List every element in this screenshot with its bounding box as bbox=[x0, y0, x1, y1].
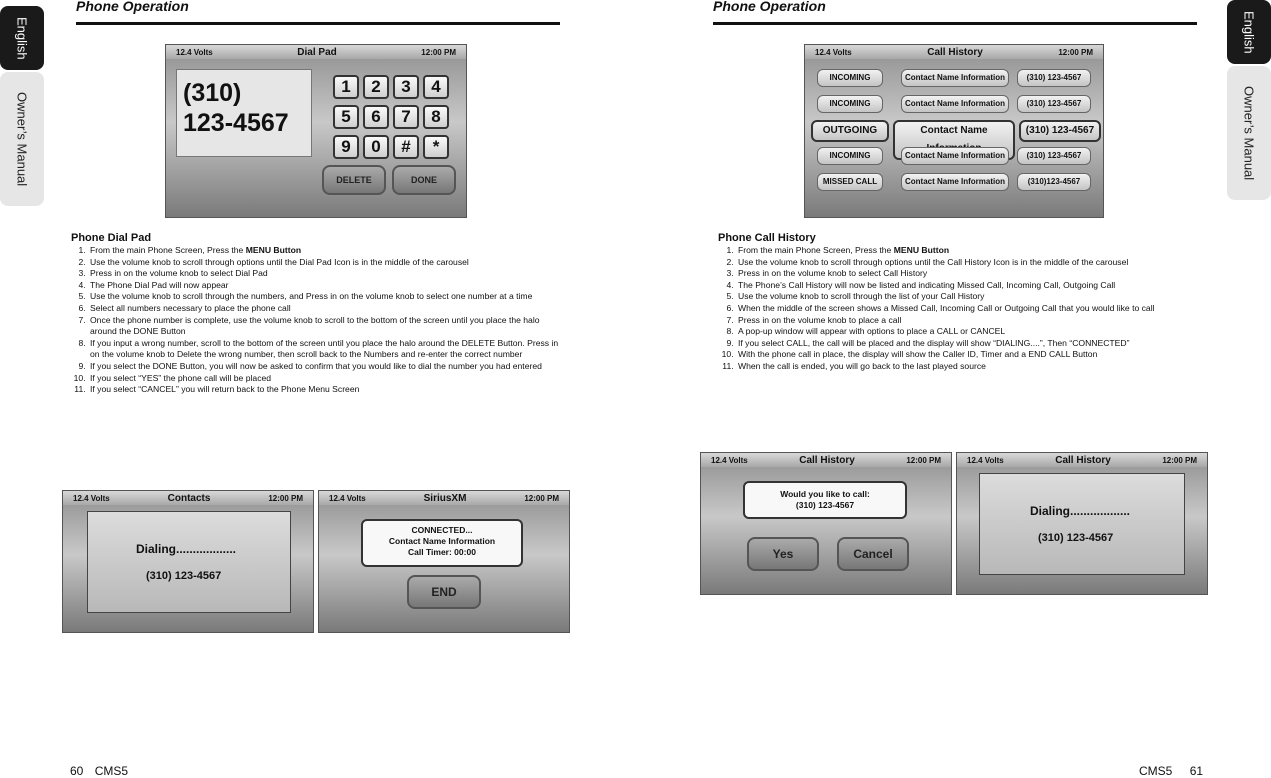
step-text: If you input a wrong number, scroll to the bottom of the screen until you place the halo around the DELETE Button. Press in on the volume knob to Delete the wrong number, then scroll back to the Numbers and re-enter the correct number bbox=[90, 337, 559, 360]
step-text: Select all numbers necessary to place the phone call bbox=[90, 302, 291, 313]
connected-line-2: Contact Name Information bbox=[388, 536, 496, 546]
step-text: If you select “YES” the phone call will be placed bbox=[90, 372, 272, 383]
dialing-text: Dialing.................. bbox=[136, 542, 237, 556]
step-text: From the main Phone Screen, Press the bbox=[90, 245, 246, 255]
step-item bbox=[88, 268, 560, 280]
step-item bbox=[88, 384, 560, 396]
step-text: If you select CALL, the call will be placed and the display will show “DIALING....”, Then “CONNECTED” bbox=[738, 337, 1130, 348]
step-text: Press in on the volume knob to place a call bbox=[738, 314, 902, 325]
volts-label: 12.4 Volts bbox=[967, 455, 1004, 465]
step-bold-text: MENU Button bbox=[245, 245, 302, 255]
step-item bbox=[736, 338, 1198, 350]
confirm-number: (310) 123-4567 bbox=[795, 500, 855, 510]
confirm-call-screen bbox=[700, 452, 952, 595]
status-bar bbox=[63, 491, 313, 505]
step-text: From the main Phone Screen, Press the bbox=[738, 245, 894, 255]
screen-title: SiriusXM bbox=[423, 492, 467, 504]
tab-owners-manual-label: Owner’s Manual bbox=[14, 91, 30, 187]
tab-owners-manual-left bbox=[0, 72, 44, 206]
confirm-question: Would you like to call: bbox=[780, 489, 870, 499]
step-text: With the phone call in place, the display will show the Caller ID, Timer and a END CALL Button bbox=[738, 349, 1098, 360]
volts-label: 12.4 Volts bbox=[711, 455, 748, 465]
step-item bbox=[736, 326, 1198, 338]
end-call-button[interactable]: END bbox=[407, 575, 481, 609]
time-label: 12:00 PM bbox=[524, 493, 559, 503]
dialing-number: (310) 123-4567 bbox=[1038, 532, 1114, 544]
footer-model-left: CMS5 bbox=[94, 764, 129, 778]
screen-title: Call History bbox=[1055, 454, 1111, 466]
status-bar bbox=[701, 453, 951, 467]
status-bar bbox=[319, 491, 569, 505]
step-text: Once the phone number is complete, use the volume knob to scroll to the bottom of the screen until you place the halo around the DONE Button bbox=[90, 314, 540, 337]
connected-line-3: Call Timer: 00:00 bbox=[408, 547, 476, 557]
step-text: When the call is ended, you will go back to the last played source bbox=[738, 360, 986, 371]
step-item bbox=[88, 373, 560, 385]
title-rule-right bbox=[713, 22, 1197, 25]
step-text: Press in on the volume knob to select Call History bbox=[738, 268, 928, 279]
step-item bbox=[88, 280, 560, 292]
screen-title: Contacts bbox=[167, 492, 211, 504]
step-text: The Phone’s Call History will now be listed and indicating Missed Call, Incoming Call, Outgoing Call bbox=[738, 279, 1116, 290]
status-bar bbox=[805, 45, 1103, 59]
step-text: When the middle of the screen shows a Missed Call, Incoming Call or Outgoing Call that you would like to call bbox=[738, 302, 1155, 313]
section-title-right: Phone Operation bbox=[713, 0, 826, 14]
key-0[interactable]: 0 bbox=[363, 135, 389, 159]
step-text: Use the volume knob to scroll through options until the Call History Icon is in the middle of the carousel bbox=[738, 256, 1129, 267]
connected-popup bbox=[361, 519, 523, 567]
dialing-panel bbox=[979, 473, 1185, 575]
step-text: If you select “CANCEL” you will return back to the Phone Menu Screen bbox=[90, 384, 360, 395]
volts-label: 12.4 Volts bbox=[815, 47, 852, 57]
step-item bbox=[736, 268, 1198, 280]
step-item bbox=[88, 303, 560, 315]
page-number-61: 61 bbox=[1189, 764, 1204, 778]
volts-label: 12.4 Volts bbox=[176, 47, 213, 57]
tab-english-left bbox=[0, 6, 44, 70]
steps-dial-pad bbox=[70, 245, 560, 396]
tab-english-label: English bbox=[1241, 10, 1257, 54]
dialing-text: Dialing.................. bbox=[1030, 504, 1131, 518]
step-text: Use the volume knob to scroll through the list of your Call History bbox=[738, 291, 985, 302]
connected-line-1: CONNECTED... bbox=[411, 525, 473, 535]
step-item bbox=[736, 315, 1198, 327]
step-item bbox=[736, 361, 1198, 373]
key-1[interactable]: 1 bbox=[333, 75, 359, 99]
connected-screen bbox=[318, 490, 570, 633]
step-item bbox=[88, 291, 560, 303]
title-rule-left bbox=[76, 22, 560, 25]
dialing-panel bbox=[87, 511, 291, 613]
step-item bbox=[736, 280, 1198, 292]
status-bar bbox=[166, 45, 466, 59]
history-row-type[interactable]: OUTGOING bbox=[811, 120, 889, 142]
heading-call-history: Phone Call History bbox=[718, 232, 816, 244]
step-item bbox=[736, 245, 1198, 257]
step-item bbox=[88, 315, 560, 338]
key-4[interactable]: 4 bbox=[423, 75, 449, 99]
screen-title: Call History bbox=[927, 46, 983, 58]
history-row-number[interactable]: (310) 123-4567 bbox=[1017, 69, 1091, 87]
tab-owners-manual-label: Owner’s Manual bbox=[1241, 85, 1257, 181]
tab-english-right bbox=[1227, 0, 1271, 64]
screen-title: Dial Pad bbox=[297, 46, 337, 58]
step-text: If you select the DONE Button, you will now be asked to confirm that you would like to dial the number you had entered bbox=[90, 360, 542, 371]
key-5[interactable]: 5 bbox=[333, 105, 359, 129]
step-item bbox=[88, 338, 560, 361]
step-text: Use the volume knob to scroll through options until the Dial Pad Icon is in the middle of the carousel bbox=[90, 256, 469, 267]
number-line-1: (310) bbox=[183, 79, 242, 107]
time-label: 12:00 PM bbox=[1162, 455, 1197, 465]
history-row-type[interactable]: MISSED CALL bbox=[817, 173, 883, 191]
key-9[interactable]: 9 bbox=[333, 135, 359, 159]
key-7[interactable]: 7 bbox=[393, 105, 419, 129]
confirm-popup bbox=[743, 481, 907, 519]
time-label: 12:00 PM bbox=[268, 493, 303, 503]
key-hash[interactable]: # bbox=[393, 135, 419, 159]
step-text: The Phone Dial Pad will now appear bbox=[90, 279, 229, 290]
key-8[interactable]: 8 bbox=[423, 105, 449, 129]
step-item bbox=[88, 361, 560, 373]
volts-label: 12.4 Volts bbox=[329, 493, 366, 503]
history-row-contact[interactable]: Contact Name bbox=[893, 120, 1015, 160]
tab-owners-manual-right bbox=[1227, 66, 1271, 200]
key-6[interactable]: 6 bbox=[363, 105, 389, 129]
tab-english-label: English bbox=[14, 16, 30, 60]
history-row-number[interactable]: (310) 123-4567 bbox=[1017, 147, 1091, 165]
delete-button[interactable]: DELETE bbox=[322, 165, 386, 195]
history-row-contact[interactable]: Contact Name Information bbox=[901, 69, 1009, 87]
dialing-number: (310) 123-4567 bbox=[146, 570, 222, 582]
steps-call-history bbox=[718, 245, 1198, 373]
call-history-screen bbox=[804, 44, 1104, 218]
step-text: Press in on the volume knob to select Dial Pad bbox=[90, 268, 268, 279]
step-item bbox=[736, 291, 1198, 303]
dialpad-screen bbox=[165, 44, 467, 218]
section-title-left: Phone Operation bbox=[76, 0, 189, 14]
step-item bbox=[88, 257, 560, 269]
key-star[interactable]: * bbox=[423, 135, 449, 159]
done-button[interactable]: DONE bbox=[392, 165, 456, 195]
key-2[interactable]: 2 bbox=[363, 75, 389, 99]
cancel-button[interactable]: Cancel bbox=[837, 537, 909, 571]
history-row-type[interactable]: INCOMING bbox=[817, 69, 883, 87]
time-label: 12:00 PM bbox=[421, 47, 456, 57]
history-row-contact[interactable]: Contact Name Information bbox=[901, 173, 1009, 191]
number-line-2: 123-4567 bbox=[183, 109, 289, 137]
history-row-number[interactable]: (310)123-4567 bbox=[1017, 173, 1091, 191]
history-row-type[interactable]: INCOMING bbox=[817, 95, 883, 113]
contacts-dialing-screen bbox=[62, 490, 314, 633]
step-item bbox=[736, 257, 1198, 269]
time-label: 12:00 PM bbox=[1058, 47, 1093, 57]
volts-label: 12.4 Volts bbox=[73, 493, 110, 503]
history-row-number[interactable]: (310) 123-4567 bbox=[1017, 95, 1091, 113]
history-row-number[interactable]: (310) 123-4567 bbox=[1019, 120, 1101, 142]
step-text: A pop-up window will appear with options to place a CALL or CANCEL bbox=[738, 326, 1006, 337]
heading-dial-pad: Phone Dial Pad bbox=[71, 232, 152, 244]
yes-button[interactable]: Yes bbox=[747, 537, 819, 571]
key-3[interactable]: 3 bbox=[393, 75, 419, 99]
step-item bbox=[736, 349, 1198, 361]
history-row-contact[interactable]: Contact Name Information bbox=[901, 95, 1009, 113]
history-row-contact[interactable]: Contact Name Information bbox=[901, 147, 1009, 165]
screen-title: Call History bbox=[799, 454, 855, 466]
time-label: 12:00 PM bbox=[906, 455, 941, 465]
step-item bbox=[736, 303, 1198, 315]
number-display bbox=[176, 69, 312, 157]
step-item bbox=[88, 245, 560, 257]
step-bold-text: MENU Button bbox=[893, 245, 950, 255]
step-text: Use the volume knob to scroll through the numbers, and Press in on the volume knob to select one number at a time bbox=[90, 291, 533, 302]
page-number-60: 60 bbox=[70, 764, 84, 778]
history-dialing-screen bbox=[956, 452, 1208, 595]
footer-model-right: CMS5 bbox=[1139, 764, 1173, 778]
history-row-type[interactable]: INCOMING bbox=[817, 147, 883, 165]
status-bar bbox=[957, 453, 1207, 467]
